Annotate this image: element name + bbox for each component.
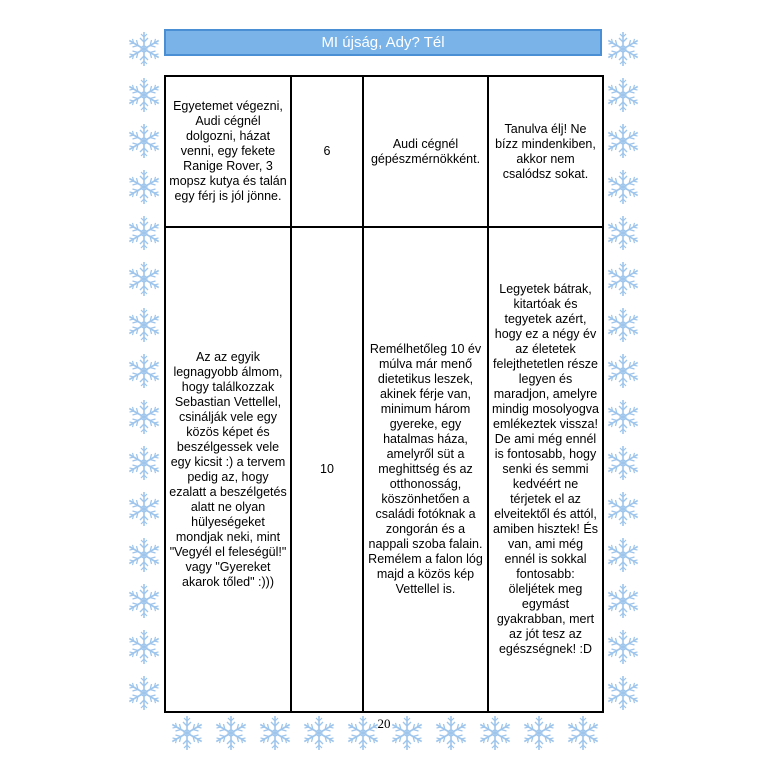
snowflake-icon: [300, 714, 338, 752]
snowflake-icon: [604, 444, 642, 482]
snowflake-icon: [125, 214, 163, 252]
table-cell: Remélhetőleg 10 év múlva már menő dietetikus leszek, akinek férje van, minimum három gyereke, egy hatalmas háza, amelyről süt a meghittség és az otthonosság, köszönhetően a családi fotóknak a zongorán és a nappali szoba falain. Remélem a falon lóg majd a közös kép Vettellel is.: [363, 227, 488, 712]
snowflake-icon: [604, 30, 642, 68]
snowflake-icon: [125, 168, 163, 206]
table-cell: Legyetek bátrak, kitartóak és tegyetek azért, hogy ez a négy év az életetek felejthetetlen része legyen és maradjon, amelyre mindig mosolyogva emlékeztek vissza! De ami még ennél is fontosabb, hogy senki és semmi kedvéért ne térjetek el az elveitektől és attól, amiben hisztek! És van, ami még ennél is sokkal fontosabb: öleljétek meg egymást gyakrabban, mert az jót tesz az egészségnek! :D: [488, 227, 603, 712]
snowflake-icon: [604, 582, 642, 620]
snowflake-icon: [125, 398, 163, 436]
snowflake-icon: [604, 674, 642, 712]
snowflake-icon: [604, 76, 642, 114]
snowflake-icon: [125, 352, 163, 390]
snowflake-icon: [604, 122, 642, 160]
snowflake-icon: [125, 260, 163, 298]
snowflake-icon: [604, 398, 642, 436]
table-cell: Audi cégnél gépészmérnökként.: [363, 76, 488, 227]
snowflake-icon: [564, 714, 602, 752]
snowflake-icon: [604, 214, 642, 252]
page-number: 20: [377, 716, 391, 731]
snowflake-icon: [604, 352, 642, 390]
snowflake-icon: [125, 122, 163, 160]
snowflake-icon: [604, 536, 642, 574]
snowflake-icon: [125, 628, 163, 666]
snowflake-icon: [125, 490, 163, 528]
snowflake-icon: [256, 714, 294, 752]
table-cell: Tanulva élj! Ne bízz mindenkiben, akkor nem csalódsz sokat.: [488, 76, 603, 227]
snowflake-icon: [125, 674, 163, 712]
snowflake-icon: [520, 714, 558, 752]
snowflake-icon: [212, 714, 250, 752]
table-row: [165, 227, 603, 712]
snowflake-icon: [432, 714, 470, 752]
snowflake-icon: [125, 582, 163, 620]
snowflake-icon: [604, 168, 642, 206]
table-row: [165, 76, 603, 227]
table-cell: Egyetemet végezni, Audi cégnél dolgozni, házat venni, egy fekete Ranige Rover, 3 mopsz kutya és talán egy férj is jól jönne.: [165, 76, 291, 227]
snowflake-icon: [125, 536, 163, 574]
snowflake-icon: [168, 714, 206, 752]
snowflake-icon: [476, 714, 514, 752]
table-cell: Az az egyik legnagyobb álmom, hogy találkozzak Sebastian Vettellel, csinálják vele egy közös képet és beszélgessek vele egy kicsit :) a tervem pedig az, hogy ezalatt a beszélgetés alatt ne olyan hülyeségeket mondjak neki, mint "Vegyél el feleségül!" vagy "Gyereket akarok tőled" :))): [165, 227, 291, 712]
page-title-bar: [164, 29, 602, 56]
survey-table: [164, 75, 604, 713]
snowflake-icon: [125, 30, 163, 68]
snowflake-icon: [125, 76, 163, 114]
snowflake-icon: [604, 260, 642, 298]
snowflake-icon: [125, 444, 163, 482]
snowflake-icon: [604, 306, 642, 344]
snowflake-icon: [125, 306, 163, 344]
page-title: MI újság, Ady? Tél: [321, 34, 445, 51]
table-cell: 10: [291, 227, 363, 712]
snowflake-icon: [604, 628, 642, 666]
table-cell: 6: [291, 76, 363, 227]
snowflake-icon: [604, 490, 642, 528]
